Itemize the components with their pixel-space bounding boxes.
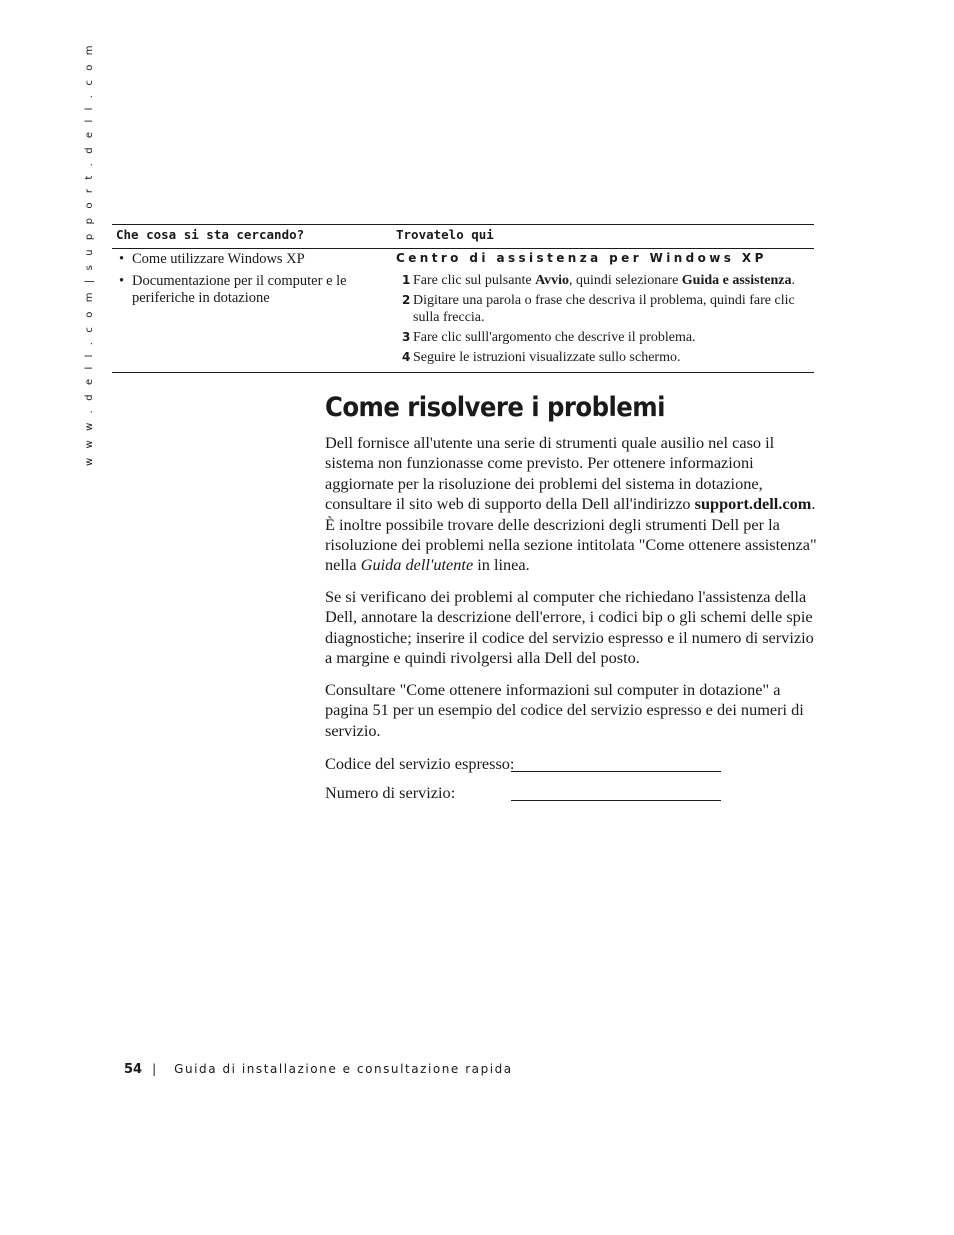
express-code-label: Codice del servizio espresso: — [325, 754, 515, 773]
step-text: . — [791, 273, 795, 288]
table-bottom-rule — [112, 372, 814, 373]
list-item: • Documentazione per il computer e le periferiche in dotazione — [118, 273, 368, 307]
step-text: Seguire le istruzioni visualizzate sullo schermo. — [413, 350, 681, 365]
step-item — [396, 292, 814, 326]
paragraph-text: Dell fornisce all'utente una serie di strumenti quale ausilio nel caso il sistema non funzionasse come previsto. Per ottenere informazioni aggiornate per la risoluzione dei problemi del sistema in dotazione, consultare il sito web di supporto della Dell all'indirizzo — [325, 433, 775, 514]
side-url: w w w . d e l l . c o m | s u p p o r t . d e l l . c o m — [84, 42, 95, 466]
step-number: 2 — [402, 293, 411, 307]
service-number-blank — [511, 800, 721, 801]
express-code-blank — [511, 771, 721, 772]
step-text: Digitare una parola o frase che descriva il problema, quindi fare clic sulla freccia. — [413, 293, 795, 325]
table-col-right — [396, 251, 814, 369]
step-number: 4 — [402, 350, 411, 364]
paragraph-text: . È inoltre possibile trovare delle descrizioni degli strumenti Dell per la risoluzione dei problemi nella sezione intitolata "Come ottenere assistenza" nella — [325, 494, 817, 575]
page-number: 54 — [124, 1062, 143, 1077]
step-number: 3 — [402, 330, 411, 344]
table-header-left: Che cosa si sta cercando? — [116, 227, 305, 242]
step-text: Fare clic sul pulsante — [413, 273, 536, 288]
table-header-rule — [112, 248, 814, 249]
paragraph-intro — [325, 433, 817, 576]
paragraph-reference: Consultare "Come ottenere informazioni sul computer in dotazione" a pagina 51 per un esempio del codice del servizio espresso e dei numeri di servizio. — [325, 680, 804, 740]
step-number: 1 — [402, 273, 411, 287]
list-item: • Come utilizzare Windows XP — [118, 251, 368, 268]
user-guide-title: Guida dell'utente — [360, 555, 474, 575]
step-item — [396, 329, 814, 346]
step-item — [396, 272, 814, 289]
page-title: Come risolvere i problemi — [325, 392, 665, 423]
help-support-label: Guida e assistenza — [681, 273, 792, 288]
table-top-rule — [112, 224, 814, 225]
service-number-label: Numero di servizio: — [325, 783, 456, 802]
step-text: Fare clic sulll'argomento che descrive il problema. — [413, 330, 696, 345]
page-footer — [124, 1062, 513, 1077]
support-link: support.dell.com — [694, 494, 812, 514]
table-col-left — [118, 251, 368, 312]
step-text: , quindi selezionare — [569, 273, 682, 288]
footer-separator: | — [152, 1062, 157, 1076]
section-heading: Centro di assistenza per Windows XP — [396, 251, 767, 265]
table-header-right: Trovatelo qui — [396, 227, 494, 242]
paragraph-problems: Se si verificano dei problemi al computer che richiedano l'assistenza della Dell, annotare la descrizione dell'errore, i codici bip o gli schemi delle spie diagnostiche; inserire il codice del servizio espresso e il numero di servizio a margine e quindi rivolgersi alla Dell del posto. — [325, 587, 814, 668]
step-item — [396, 349, 814, 366]
guide-title: Guida di installazione e consultazione rapida — [174, 1062, 513, 1076]
paragraph-text: in linea. — [473, 555, 530, 575]
start-button-label: Avvio — [535, 273, 570, 288]
